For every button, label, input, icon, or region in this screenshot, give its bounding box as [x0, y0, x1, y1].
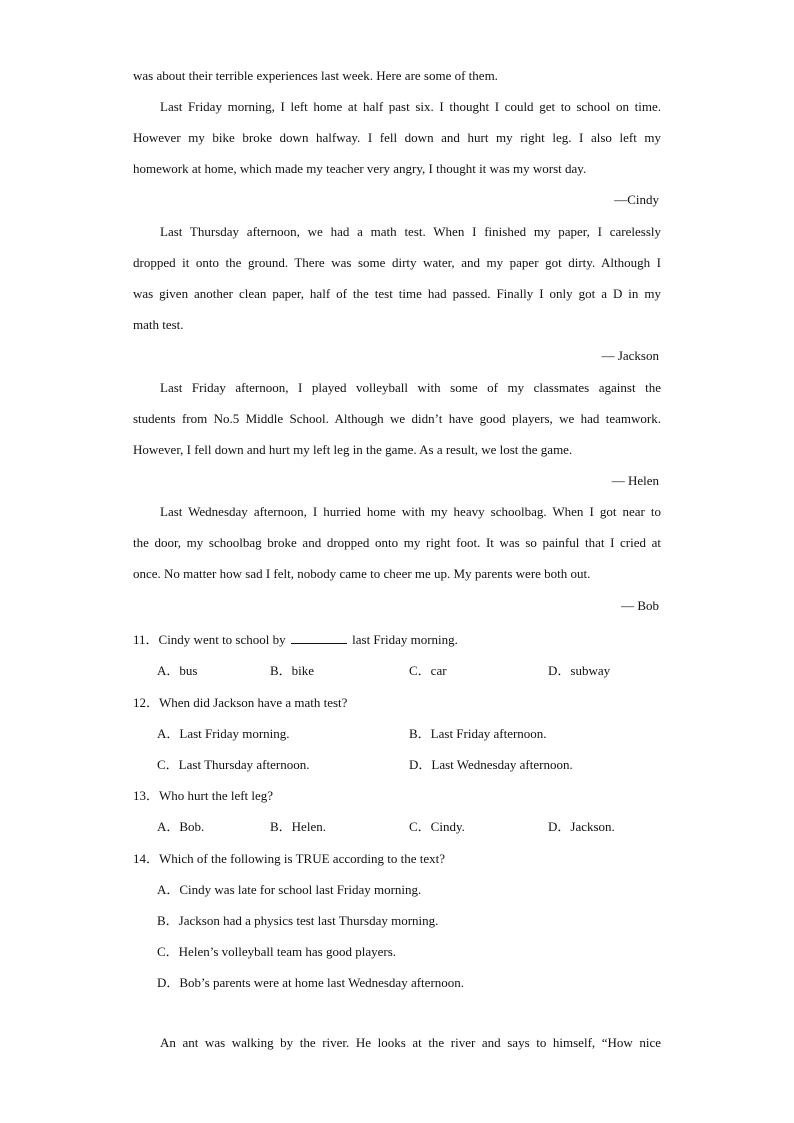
passage-line: However my bike broke down halfway. I fell down and hurt my right leg. I also left my: [133, 130, 661, 145]
q13-option-c: C．Cindy.: [409, 819, 465, 834]
passage-line: dropped it onto the ground. There was some dirty water, and my paper got dirty. Although I: [133, 255, 661, 270]
q14-option-c: C．Helen’s volleyball team has good players.: [157, 944, 397, 959]
passage-line: students from No.5 Middle School. Although we didn’t have good players, we had teamwork.: [133, 411, 661, 426]
q13-option-d: D．Jackson.: [548, 819, 615, 834]
q14-option-a: A．Cindy was late for school last Friday morning.: [157, 882, 422, 897]
q12-option-b: B．Last Friday afternoon.: [409, 726, 547, 741]
passage-line: was given another clean paper, half of the test time had passed. Finally I only got a D in my: [133, 286, 661, 301]
question-11: [133, 629, 458, 648]
signature-bob: — Bob: [621, 598, 659, 613]
passage-2-line: An ant was walking by the river. He looks at the river and says to himself, “How nice: [160, 1035, 661, 1050]
q12-option-d: D．Last Wednesday afternoon.: [409, 757, 573, 772]
signature-helen: — Helen: [611, 473, 659, 488]
q11-option-b: B．bike: [270, 663, 315, 678]
passage-line: once. No matter how sad I felt, nobody came to cheer me up. My parents were both out.: [133, 566, 591, 581]
question-text: 11．Cindy went to school by: [133, 632, 286, 647]
passage-line: However, I fell down and hurt my left leg in the game. As a result, we lost the game.: [133, 442, 573, 457]
answer-blank: [291, 631, 347, 644]
q14-option-b: B．Jackson had a physics test last Thursday morning.: [157, 913, 439, 928]
q11-option-c: C．car: [409, 663, 447, 678]
passage-line: Last Wednesday afternoon, I hurried home with my heavy schoolbag. When I got near to: [160, 504, 661, 519]
passage-line: math test.: [133, 317, 184, 332]
q13-option-a: A．Bob.: [157, 819, 205, 834]
passage-line: homework at home, which made my teacher very angry, I thought it was my worst day.: [133, 161, 587, 176]
passage-line: was about their terrible experiences last week. Here are some of them.: [133, 68, 498, 83]
signature-jackson: — Jackson: [601, 348, 659, 363]
passage-line: Last Friday morning, I left home at half past six. I thought I could get to school on time.: [160, 99, 661, 114]
q14-option-d: D．Bob’s parents were at home last Wednesday afternoon.: [157, 975, 465, 990]
q11-option-d: D．subway: [548, 663, 611, 678]
q11-option-a: A．bus: [157, 663, 198, 678]
passage-line: the door, my schoolbag broke and dropped onto my right foot. It was so painful that I cried at: [133, 535, 661, 550]
q13-option-b: B．Helen.: [270, 819, 326, 834]
q12-option-a: A．Last Friday morning.: [157, 726, 290, 741]
question-text: last Friday morning.: [352, 632, 458, 647]
q12-option-c: C．Last Thursday afternoon.: [157, 757, 310, 772]
passage-line: Last Friday afternoon, I played volleyball with some of my classmates against the: [160, 380, 661, 395]
question-14: 14．Which of the following is TRUE according to the text?: [133, 851, 446, 866]
signature-cindy: —Cindy: [614, 192, 659, 207]
passage-line: Last Thursday afternoon, we had a math test. When I finished my paper, I carelessly: [160, 224, 661, 239]
question-12: 12．When did Jackson have a math test?: [133, 695, 348, 710]
question-13: 13．Who hurt the left leg?: [133, 788, 274, 803]
